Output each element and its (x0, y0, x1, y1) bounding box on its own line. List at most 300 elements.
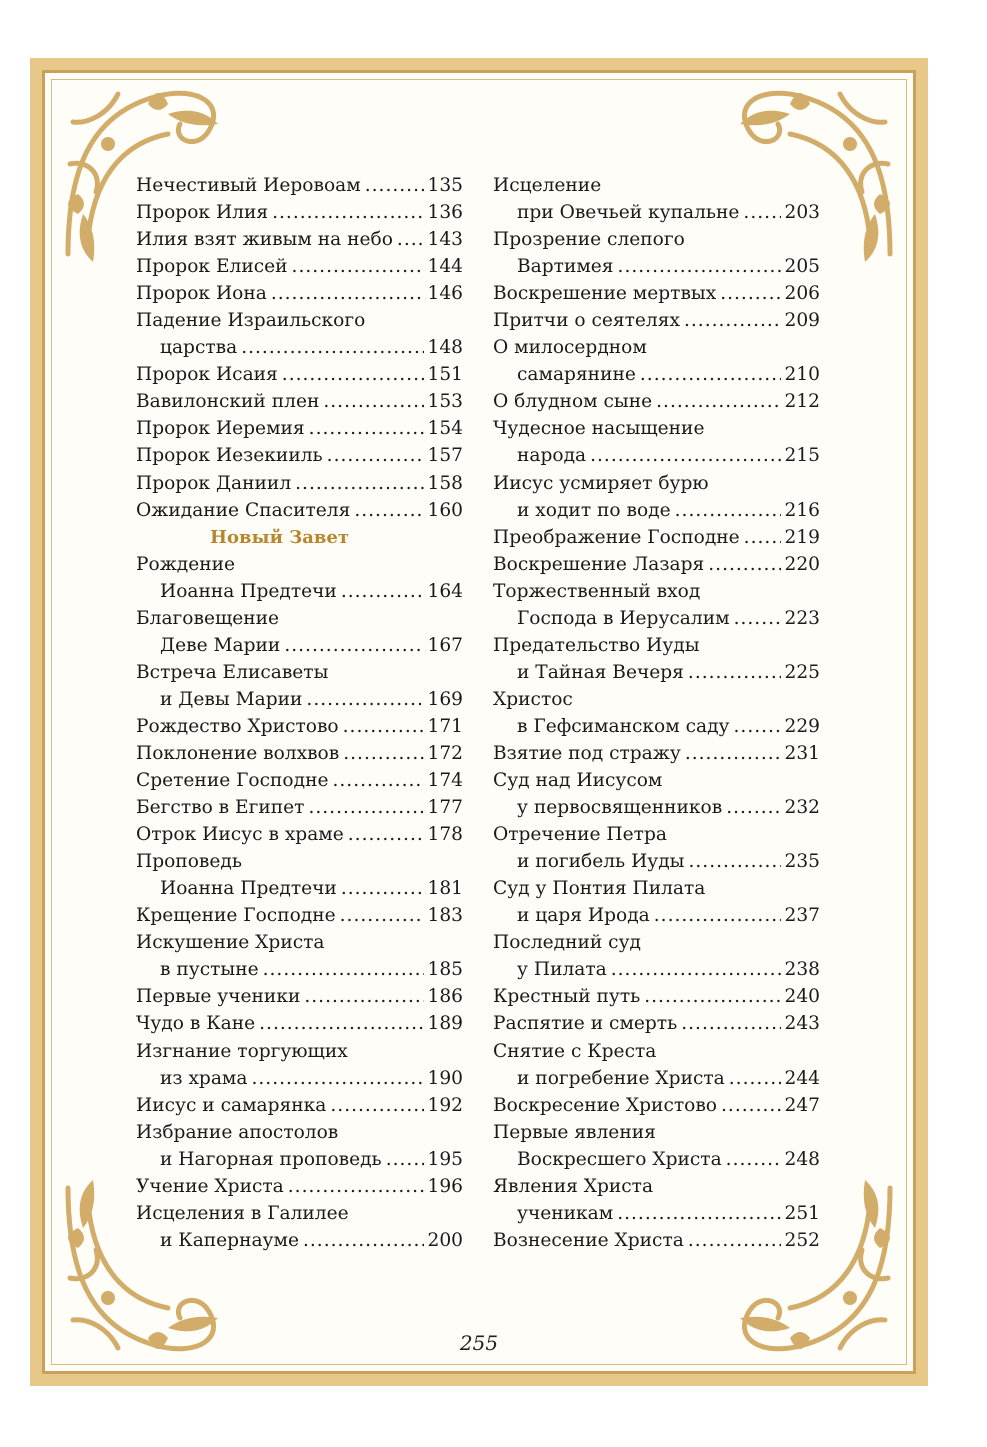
toc-entry-line (136, 280, 463, 307)
toc-entry (136, 551, 463, 605)
toc-page-number: 181 (427, 878, 463, 900)
toc-entry-title: Искушение Христа (136, 932, 325, 954)
toc-entry-title: Благовещение (136, 607, 280, 629)
toc-entry-line (136, 686, 463, 713)
toc-entry-line (136, 1200, 463, 1227)
toc-page-number: 189 (427, 1013, 463, 1035)
toc-right-column (493, 172, 820, 1254)
toc-entry (136, 713, 463, 740)
dot-leader (348, 821, 424, 848)
toc-entry (136, 442, 463, 469)
toc-entry-line (136, 740, 463, 767)
toc-entry-line (136, 307, 463, 334)
toc-page-number: 216 (784, 499, 820, 521)
toc-entry-title: Деве Марии (160, 634, 281, 656)
dot-leader (341, 578, 424, 605)
toc-page-number: 251 (784, 1202, 820, 1224)
toc-entry-line (136, 551, 463, 578)
toc-entry-title: Распятие и смерть (493, 1013, 678, 1035)
toc-entry-title: Учение Христа (136, 1175, 284, 1197)
dot-leader (241, 334, 423, 361)
toc-entry (136, 1092, 463, 1119)
toc-entry-line (136, 794, 463, 821)
toc-entry-line (136, 848, 463, 875)
toc-page-number: 164 (427, 580, 463, 602)
toc-entry-title: и Девы Марии (160, 688, 303, 710)
toc-page-number: 136 (427, 202, 463, 224)
dot-leader (341, 875, 424, 902)
toc-entry-title: у первосвященников (517, 797, 723, 819)
toc-entry-title: Притчи о сеятелях (493, 310, 680, 332)
toc-entry-title: Бегство в Египет (136, 797, 305, 819)
toc-entry-title: Пророк Иезекииль (136, 445, 323, 467)
toc-page-number: 209 (784, 310, 820, 332)
toc-entry (136, 821, 463, 848)
toc-page-number: 185 (427, 959, 463, 981)
dot-leader (590, 442, 780, 469)
dot-leader (330, 1092, 423, 1119)
dot-leader (306, 686, 423, 713)
toc-page-number: 172 (427, 742, 463, 764)
table-of-contents (136, 172, 820, 1254)
toc-entry-line (493, 199, 820, 226)
toc-entry (493, 172, 820, 226)
toc-entry-line (493, 1119, 820, 1146)
toc-entry-title: Поклонение волхвов (136, 742, 340, 764)
toc-entry-title: Вавилонский плен (136, 391, 320, 413)
toc-entry-title: Господа в Иерусалим (517, 607, 730, 629)
toc-entry-line (136, 470, 463, 497)
toc-page-number: 186 (427, 986, 463, 1008)
toc-page-number: 237 (784, 905, 820, 927)
toc-entry-line (493, 902, 820, 929)
dot-leader (743, 199, 780, 226)
toc-page-number: 178 (427, 824, 463, 846)
toc-entry-line (493, 1010, 820, 1037)
toc-entry (136, 659, 463, 713)
toc-entry-line (493, 659, 820, 686)
dot-leader (688, 1227, 781, 1254)
toc-entry-title: Ожидание Спасителя (136, 499, 351, 521)
toc-entry-title: Илия взят живым на небо (136, 229, 393, 251)
toc-entry (493, 875, 820, 929)
toc-entry-title: при Овечьей купальне (517, 202, 740, 224)
toc-entry (136, 361, 463, 388)
toc-entry-line (136, 659, 463, 686)
toc-entry-line (493, 253, 820, 280)
toc-entry-line (136, 1092, 463, 1119)
dot-leader (685, 740, 781, 767)
toc-entry (493, 767, 820, 821)
toc-page-number: 229 (784, 715, 820, 737)
toc-page-number: 196 (427, 1175, 463, 1197)
dot-leader (272, 199, 423, 226)
toc-entry (493, 524, 820, 551)
toc-entry (493, 388, 820, 415)
toc-page-number: 143 (427, 229, 463, 251)
toc-entry-title: О блудном сыне (493, 391, 653, 413)
toc-entry (493, 686, 820, 740)
dot-leader (308, 794, 423, 821)
toc-page-number: 247 (784, 1094, 820, 1116)
toc-page-number: 212 (784, 391, 820, 413)
toc-entry-title: и ходит по воде (517, 499, 671, 521)
toc-entry-title: Пророк Исаия (136, 364, 278, 386)
toc-entry-title: Рождество Христово (136, 715, 339, 737)
toc-entry-title: Пророк Иона (136, 283, 267, 305)
toc-entry (136, 848, 463, 902)
dot-leader (343, 713, 424, 740)
dot-leader (303, 1227, 424, 1254)
toc-entry-title: Отречение Петра (493, 824, 667, 846)
toc-entry (136, 470, 463, 497)
dot-leader (332, 767, 423, 794)
toc-entry (136, 199, 463, 226)
toc-entry-title: у Пилата (517, 959, 607, 981)
dot-leader (251, 1065, 423, 1092)
toc-entry-title: Воскресшего Христа (517, 1148, 722, 1170)
toc-entry (136, 1038, 463, 1092)
dot-leader (654, 902, 781, 929)
toc-page-number: 190 (427, 1067, 463, 1089)
toc-entry (493, 578, 820, 632)
dot-leader (323, 388, 423, 415)
toc-page-number: 157 (427, 445, 463, 467)
toc-entry-title: Крестный путь (493, 986, 641, 1008)
toc-page-number: 177 (427, 797, 463, 819)
dot-leader (617, 1200, 780, 1227)
toc-entry-line (493, 605, 820, 632)
toc-entry (136, 388, 463, 415)
dot-leader (681, 1010, 780, 1037)
toc-entry-title: Прозрение слепого (493, 229, 685, 251)
toc-page-number: 169 (427, 688, 463, 710)
dot-leader (386, 1146, 424, 1173)
toc-entry-title: и Тайная Вечеря (517, 661, 684, 683)
toc-page-number: 225 (784, 661, 820, 683)
dot-leader (688, 848, 780, 875)
toc-page-number: 144 (427, 256, 463, 278)
toc-entry-title: Снятие с Креста (493, 1040, 657, 1062)
toc-entry-title: Рождение (136, 553, 236, 575)
toc-entry-title: Суд над Иисусом (493, 770, 663, 792)
toc-page-number: 167 (427, 634, 463, 656)
toc-entry (493, 1092, 820, 1119)
dot-leader (708, 551, 780, 578)
toc-entry-title: Суд у Понтия Пилата (493, 878, 706, 900)
toc-entry-line (136, 821, 463, 848)
toc-entry-line (136, 956, 463, 983)
toc-entry-line (493, 497, 820, 524)
toc-page-number: 151 (427, 364, 463, 386)
toc-entry-line (136, 632, 463, 659)
toc-entry-title: самарянине (517, 364, 636, 386)
toc-page-number: 206 (784, 283, 820, 305)
toc-entry-line (136, 361, 463, 388)
toc-entry-line (136, 253, 463, 280)
toc-page-number: 192 (427, 1094, 463, 1116)
dot-leader (726, 794, 780, 821)
toc-entry-line (493, 1092, 820, 1119)
toc-entry-title: в пустыне (160, 959, 259, 981)
toc-entry-title: Чудесное насыщение (493, 418, 705, 440)
toc-entry-title: Падение Израильского (136, 310, 366, 332)
dot-leader (397, 226, 424, 253)
dot-leader (618, 253, 781, 280)
toc-entry-title: ученикам (517, 1202, 614, 1224)
dot-leader (288, 1173, 424, 1200)
toc-entry-line (136, 767, 463, 794)
toc-page-number: 231 (784, 742, 820, 764)
toc-entry-title: Христос (493, 688, 573, 710)
toc-entry-line (493, 632, 820, 659)
toc-page-number: 205 (784, 256, 820, 278)
toc-entry (493, 1227, 820, 1254)
toc-entry (136, 767, 463, 794)
toc-entry-title: Чудо в Кане (136, 1013, 256, 1035)
toc-entry (493, 1038, 820, 1092)
page-number: 255 (459, 1331, 499, 1355)
toc-entry-title: Нечестивый Иеровоам (136, 175, 361, 196)
toc-entry (136, 1200, 463, 1254)
toc-entry (493, 280, 820, 307)
toc-entry-line (136, 1146, 463, 1173)
toc-entry-title: Предательство Иуды (493, 634, 700, 656)
toc-entry (493, 1119, 820, 1173)
dot-leader (343, 740, 423, 767)
toc-entry-line (493, 767, 820, 794)
toc-entry (493, 983, 820, 1010)
toc-page-number: 200 (427, 1229, 463, 1251)
toc-entry-line (493, 794, 820, 821)
toc-entry (493, 415, 820, 469)
toc-entry-line (493, 172, 820, 199)
dot-leader (309, 415, 424, 442)
toc-entry-title: Воскрешение Лазаря (493, 553, 705, 575)
section-heading: Новый Завет (210, 526, 349, 548)
toc-page-number: 252 (784, 1229, 820, 1251)
toc-entry-line (136, 497, 463, 524)
toc-entry-line (136, 902, 463, 929)
toc-page-number: 135 (427, 175, 463, 196)
toc-entry-line (493, 1038, 820, 1065)
toc-entry-line (136, 415, 463, 442)
toc-entry-line (493, 524, 820, 551)
toc-entry-title: Пророк Иеремия (136, 418, 305, 440)
toc-page-number: 171 (427, 715, 463, 737)
dot-leader (675, 497, 781, 524)
toc-entry-line (493, 1146, 820, 1173)
toc-entry-title: Торжественный вход (493, 580, 701, 602)
dot-leader (271, 280, 424, 307)
toc-entry-line (136, 1038, 463, 1065)
toc-entry-line (493, 848, 820, 875)
toc-entry-line (493, 1200, 820, 1227)
toc-entry-line (136, 1010, 463, 1037)
toc-entry-line (493, 361, 820, 388)
dot-leader (282, 361, 424, 388)
toc-entry-line (493, 388, 820, 415)
dot-leader (721, 1092, 780, 1119)
toc-entry-title: Иисус усмиряет бурю (493, 472, 709, 494)
toc-entry-title: Избрание апостолов (136, 1121, 339, 1143)
toc-page-number: 244 (784, 1067, 820, 1089)
toc-entry-title: Проповедь (136, 851, 242, 873)
toc-entry-title: Встреча Елисаветы (136, 661, 329, 683)
toc-entry-line (493, 1227, 820, 1254)
toc-page-number: 160 (427, 499, 463, 521)
toc-entry-line (136, 875, 463, 902)
toc-entry (493, 226, 820, 280)
toc-page-number: 154 (427, 418, 463, 440)
toc-page-number: 232 (784, 797, 820, 819)
toc-entry-title: Последний суд (493, 932, 641, 954)
toc-page-number: 195 (427, 1148, 463, 1170)
toc-entry-line (493, 1173, 820, 1200)
toc-entry-title: Пророк Илия (136, 202, 269, 224)
toc-entry-line (136, 388, 463, 415)
toc-page-number: 174 (427, 770, 463, 792)
dot-leader (295, 470, 423, 497)
dot-leader (644, 983, 780, 1010)
toc-entry (493, 470, 820, 524)
toc-left-column (136, 172, 463, 1254)
toc-entry-title: Явления Христа (493, 1175, 654, 1197)
toc-entry-title: Первые ученики (136, 986, 301, 1008)
toc-entry-title: Преображение Господне (493, 526, 740, 548)
toc-entry-line (493, 686, 820, 713)
toc-entry (136, 929, 463, 983)
toc-entry-line (493, 1065, 820, 1092)
toc-entry-title: Иоанна Предтечи (160, 580, 337, 602)
toc-entry-title: Сретение Господне (136, 770, 329, 792)
toc-entry-line (136, 334, 463, 361)
toc-entry-line (493, 551, 820, 578)
toc-entry-title: и погребение Христа (517, 1067, 725, 1089)
toc-entry (136, 605, 463, 659)
toc-entry (136, 740, 463, 767)
toc-entry-title: и Нагорная проповедь (160, 1148, 382, 1170)
dot-leader (284, 632, 423, 659)
toc-entry-line (493, 470, 820, 497)
dot-leader (354, 497, 423, 524)
toc-entry (136, 1173, 463, 1200)
toc-entry (136, 253, 463, 280)
dot-leader (304, 983, 423, 1010)
toc-entry-line (493, 415, 820, 442)
dot-leader (263, 956, 424, 983)
toc-entry-line (493, 280, 820, 307)
toc-entry-line (493, 821, 820, 848)
toc-page-number: 243 (784, 1013, 820, 1035)
toc-page-number: 235 (784, 851, 820, 873)
toc-entry (493, 551, 820, 578)
dot-leader (259, 1010, 423, 1037)
toc-page-number: 158 (427, 472, 463, 494)
toc-entry-title: Иоанна Предтечи (160, 878, 337, 900)
toc-entry-title: и царя Ирода (517, 905, 650, 927)
toc-entry-line (136, 442, 463, 469)
dot-leader (640, 361, 781, 388)
toc-entry-line (136, 983, 463, 1010)
toc-page-number: 203 (784, 202, 820, 224)
toc-entry (136, 415, 463, 442)
toc-entry-line (493, 713, 820, 740)
dot-leader (292, 253, 424, 280)
toc-entry (136, 226, 463, 253)
toc-entry-title: Взятие под стражу (493, 742, 681, 764)
toc-entry (136, 172, 463, 199)
toc-entry-line (136, 713, 463, 740)
toc-entry (136, 1119, 463, 1173)
toc-entry-line (493, 578, 820, 605)
toc-entry-title: Изгнание торгующих (136, 1040, 348, 1062)
toc-entry (493, 821, 820, 875)
toc-entry-line (493, 307, 820, 334)
toc-entry-title: О милосердном (493, 337, 647, 359)
toc-entry-line (493, 334, 820, 361)
dot-leader (734, 605, 781, 632)
toc-entry-title: Крещение Господне (136, 905, 336, 927)
toc-entry-title: народа (517, 445, 587, 467)
toc-entry-title: Отрок Иисус в храме (136, 824, 344, 846)
dot-leader (365, 172, 424, 199)
toc-entry-line (136, 1227, 463, 1254)
toc-entry-title: царства (160, 337, 238, 359)
toc-page-number: 183 (427, 905, 463, 927)
dot-leader (327, 442, 424, 469)
toc-entry-line (493, 956, 820, 983)
toc-page-number: 148 (427, 337, 463, 359)
toc-entry (136, 983, 463, 1010)
toc-page-number: 238 (784, 959, 820, 981)
toc-entry-line (136, 929, 463, 956)
toc-entry-title: Первые явления (493, 1121, 656, 1143)
toc-entry-title: Исцеления в Галилее (136, 1202, 349, 1224)
dot-leader (656, 388, 780, 415)
toc-entry-line (493, 442, 820, 469)
toc-entry-line (136, 172, 463, 199)
toc-entry-line (493, 875, 820, 902)
toc-entry-line (136, 605, 463, 632)
toc-entry (493, 334, 820, 388)
toc-entry-title: в Гефсиманском саду (517, 715, 730, 737)
toc-entry-title: и Капернауме (160, 1229, 299, 1251)
toc-entry (136, 280, 463, 307)
toc-entry (493, 1173, 820, 1227)
dot-leader (726, 1146, 781, 1173)
toc-entry (136, 1010, 463, 1037)
toc-entry (493, 307, 820, 334)
toc-page-number: 219 (784, 526, 820, 548)
dot-leader (688, 659, 781, 686)
toc-entry-title: Иисус и самарянка (136, 1094, 327, 1116)
toc-entry (136, 794, 463, 821)
toc-entry (136, 497, 463, 524)
dot-leader (729, 1065, 781, 1092)
toc-entry-title: Воскрешение мертвых (493, 283, 717, 305)
toc-entry (136, 307, 463, 361)
dot-leader (684, 307, 781, 334)
toc-entry-line (493, 226, 820, 253)
dot-leader (720, 280, 780, 307)
toc-entry-line (136, 199, 463, 226)
toc-entry-line (136, 226, 463, 253)
toc-entry-line (136, 578, 463, 605)
toc-entry (493, 929, 820, 983)
toc-entry-line (493, 929, 820, 956)
toc-page-number: 146 (427, 283, 463, 305)
